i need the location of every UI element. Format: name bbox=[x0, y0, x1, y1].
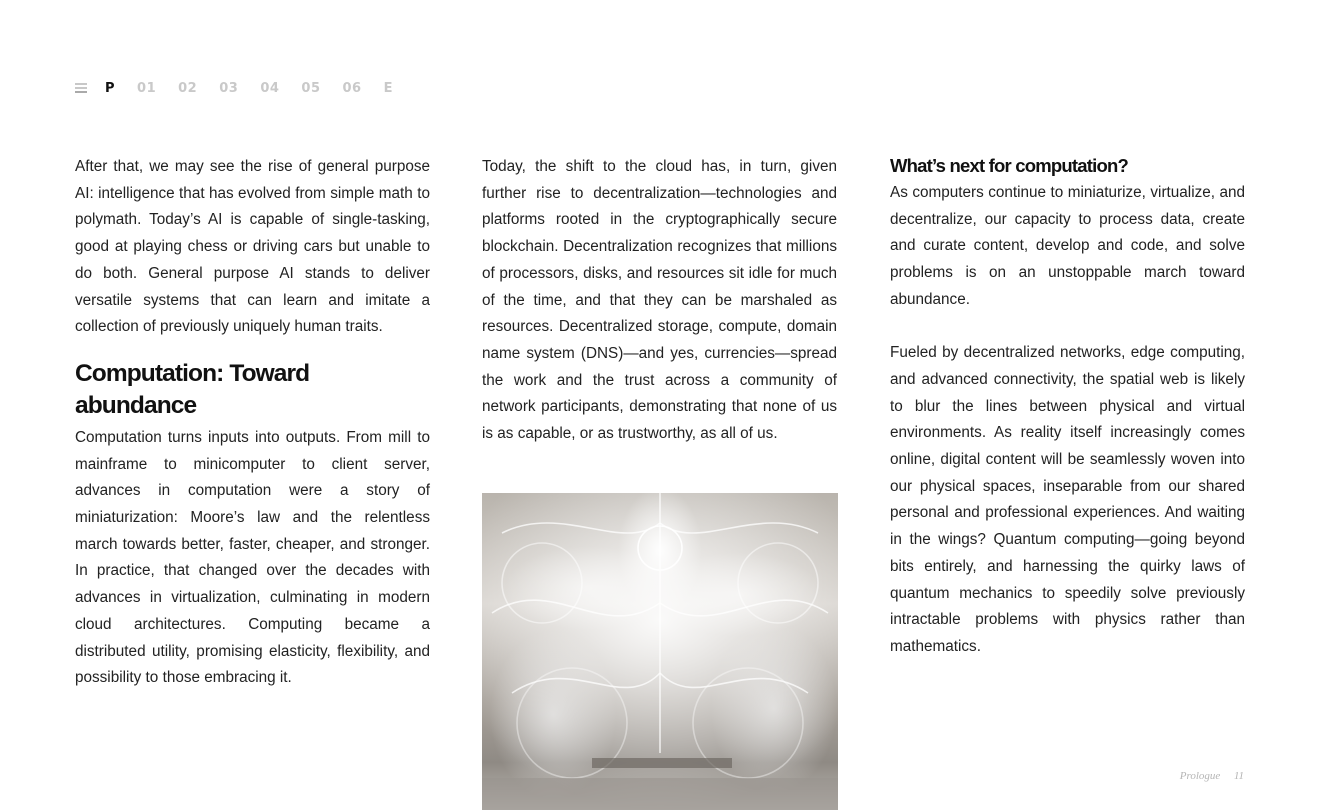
light-art-illustration bbox=[482, 493, 838, 810]
computation-paragraph: Computation turns inputs into outputs. From mill to mainframe to minicomputer to client server, advances in computation were a story of miniaturization: Moore’s law and the relentless march towards better, faster, cheaper, and stronger. In practice, that changed over the decades with advances in virtualization, culminating in modern cloud architectures. Computing became a distributed utility, promising elasticity, flexibility, and possibility to those embracing it. bbox=[75, 428, 430, 687]
column-middle bbox=[482, 154, 837, 448]
nav-item-04[interactable]: 04 bbox=[260, 80, 280, 96]
nav-item-06[interactable]: 06 bbox=[342, 80, 362, 96]
footer-section-label: Prologue bbox=[1179, 770, 1221, 782]
whats-next-paragraph-2: Fueled by decentralized networks, edge computing, and advanced connectivity, the spatial web is likely to blur the lines between physical and virtual environments. As reality itself increasingly comes online, digital content will be seamlessly woven into our physical spaces, inseparable from our shared personal and professional experiences. And waiting in the wings? Quantum computing—going beyond bits entirely, and harnessing the quirky laws of quantum mechanics to speedily solve previously intractable problems with physics rather than mathematics. bbox=[890, 344, 1245, 655]
section-heading-computation: Computation: Toward abundance bbox=[75, 359, 310, 419]
section-heading-whats-next: What’s next for computation? bbox=[890, 155, 1128, 176]
page-footer bbox=[1180, 770, 1244, 782]
nav-item-01[interactable]: 01 bbox=[137, 80, 157, 96]
nav-item-03[interactable]: 03 bbox=[219, 80, 239, 96]
menu-icon[interactable] bbox=[75, 82, 87, 94]
nav-item-02[interactable]: 02 bbox=[178, 80, 198, 96]
whats-next-paragraph-1: As computers continue to miniaturize, virtualize, and decentralize, our capacity to process data, create and curate content, develop and code, and solve problems is on an unstoppable march toward abundance. bbox=[890, 184, 1245, 308]
decentralization-paragraph: Today, the shift to the cloud has, in turn, given further rise to decentralization—technologies and platforms rooted in the cryptographically secure blockchain. Decentralization recognizes that millions of processors, disks, and resources sit idle for much of the time, and that they can be marshaled as resources. Decentralized storage, compute, domain name system (DNS)—and yes, currencies—spread the work and the trust across a community of network participants, demonstrating that none of us is as capable, or as trustworthy, as all of us. bbox=[482, 158, 837, 443]
column-right bbox=[890, 154, 1245, 661]
nav-item-prologue[interactable]: P bbox=[105, 80, 116, 96]
footer-page-number: 11 bbox=[1233, 770, 1244, 782]
intro-paragraph: After that, we may see the rise of general purpose AI: intelligence that has evolved from simple math to polymath. Today’s AI is capable of single-tasking, good at playing chess or driving cars but unable to do both. General purpose AI stands to deliver versatile systems that can learn and imitate a collection of previously uniquely human traits. bbox=[75, 158, 430, 336]
nav-item-epilogue[interactable]: E bbox=[383, 80, 393, 96]
installation-photo bbox=[482, 493, 838, 810]
chapter-nav bbox=[75, 79, 415, 97]
nav-item-05[interactable]: 05 bbox=[301, 80, 321, 96]
column-left bbox=[75, 154, 430, 692]
